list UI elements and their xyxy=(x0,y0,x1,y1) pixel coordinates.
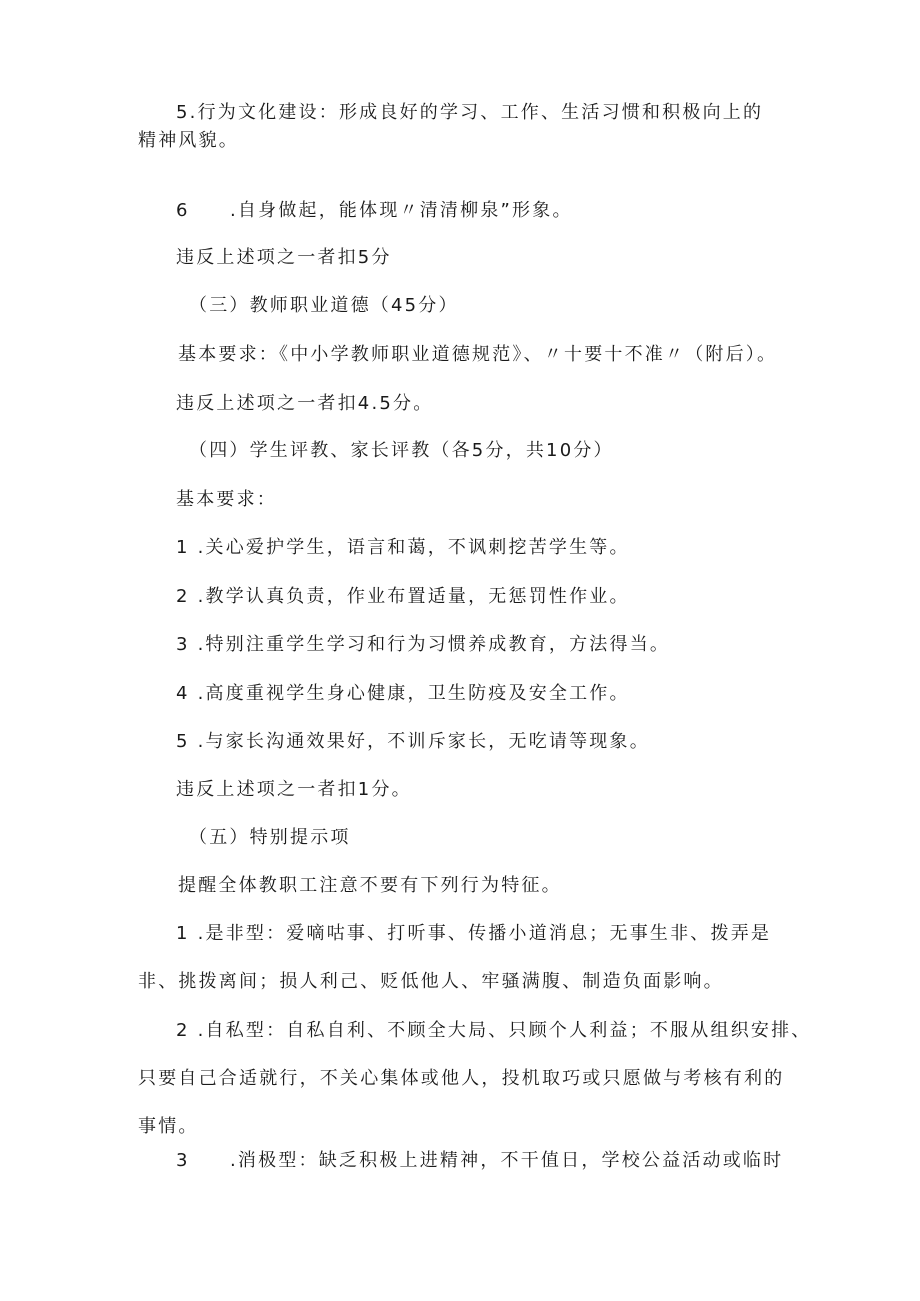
reminder-intro: 提醒全体教职工注意不要有下列行为特征。 xyxy=(178,875,562,896)
requirement-item-3: 3 .特别注重学生学习和行为习惯养成教育，方法得当。 xyxy=(176,634,671,655)
requirement-item-4: 4 .高度重视学生身心健康，卫生防疫及安全工作。 xyxy=(176,683,630,704)
item-5-behavior-culture-line2: 精神风貌。 xyxy=(138,130,239,151)
trait-2-line1: 2 .自私型：自私自利、不顾全大局、只顾个人利益；不服从组织安排、 xyxy=(176,1020,812,1041)
deduction-note-5: 违反上述项之一者扣5分 xyxy=(176,247,392,268)
deduction-note-4-5: 违反上述项之一者扣4.5分。 xyxy=(176,393,434,414)
trait-2-line2: 只要自己合适就行，不关心集体或他人，投机取巧或只愿做与考核有利的 xyxy=(138,1068,785,1089)
item-6-text: .自身做起，能体现〃清清柳泉”形象。 xyxy=(230,200,573,221)
trait-3-number: 3 xyxy=(176,1150,190,1171)
section-heading-4: （四）学生评教、家长评教（各5分，共10分） xyxy=(189,440,614,461)
deduction-note-1: 违反上述项之一者扣1分。 xyxy=(176,779,412,800)
section-heading-3: （三）教师职业道德（45分） xyxy=(189,295,459,316)
section-heading-5: （五）特别提示项 xyxy=(189,827,351,848)
requirement-item-5: 5 .与家长沟通效果好，不训斥家长，无吃请等现象。 xyxy=(176,731,650,752)
item-5-behavior-culture-line1: 5.行为文化建设：形成良好的学习、工作、生活习惯和积极向上的 xyxy=(176,102,764,123)
requirement-item-2: 2 .教学认真负责，作业布置适量，无惩罚性作业。 xyxy=(176,586,630,607)
trait-1-line2: 非、挑拨离间；损人利己、贬低他人、牢骚满腹、制造负面影响。 xyxy=(138,971,724,992)
trait-3-text: .消极型：缺乏积极上进精神，不干值日，学校公益活动或临时 xyxy=(230,1150,784,1171)
trait-1-line1: 1 .是非型：爱嘀咕事、打听事、传播小道消息；无事生非、拨弄是 xyxy=(176,923,772,944)
basic-requirement-3: 基本要求：《中小学教师职业道德规范》、〃十要十不准〃（附后）。 xyxy=(178,344,778,365)
requirement-item-1: 1 .关心爱护学生，语言和蔼，不讽刺挖苦学生等。 xyxy=(176,537,630,558)
basic-requirement-label: 基本要求： xyxy=(176,489,277,510)
trait-2-line3: 事情。 xyxy=(138,1116,199,1137)
item-6-number: 6 xyxy=(176,200,190,221)
